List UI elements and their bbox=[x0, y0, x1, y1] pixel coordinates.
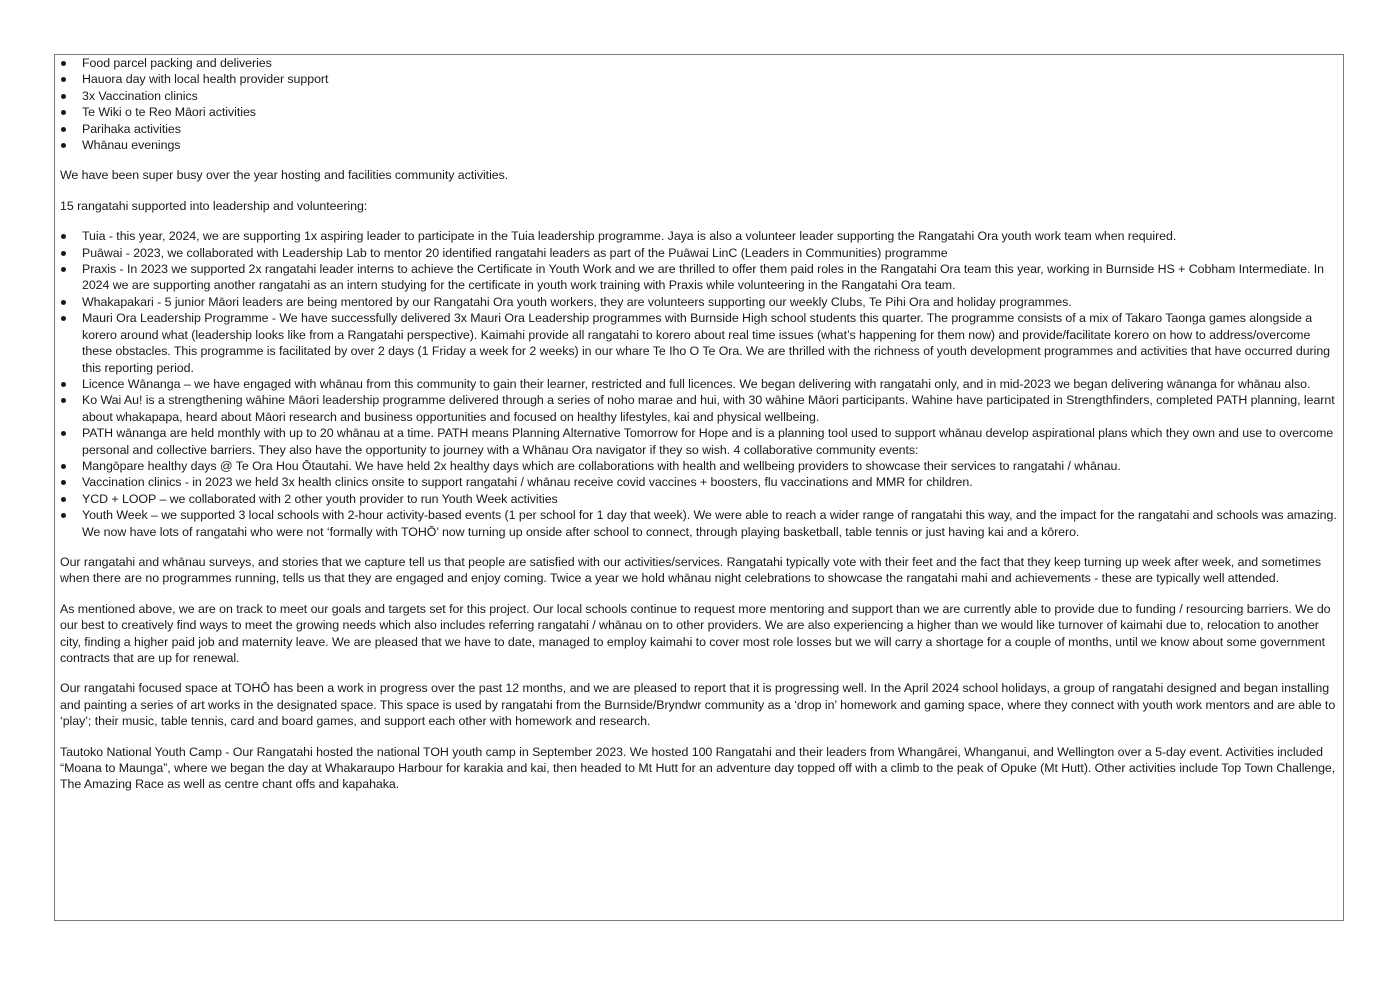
list-item: PATH wānanga are held monthly with up to 20 whānau at a time. PATH means Planning Alternative Tomorrow for Hope and is a planning tool used to support whānau develop aspirational plans which they own and use to overcome personal and collective barriers. They also have the opportunity to journey with a Whānau Ora navigator if they so wish. 4 collaborative community events: bbox=[82, 425, 1340, 458]
list-item: Whakapakari - 5 junior Māori leaders are being mentored by our Rangatahi Ora youth workers, they are volunteers supporting our weekly Clubs, Te Pihi Ora and holiday programmes. bbox=[82, 294, 1340, 310]
leadership-list bbox=[60, 228, 1340, 540]
paragraph-busy: We have been super busy over the year hosting and facilities community activities. bbox=[60, 168, 509, 183]
paragraph-goals: As mentioned above, we are on track to meet our goals and targets set for this project. Our local schools continue to request more mentoring and support than we are currently able to provide due to funding / resourcing barriers. We do our best to creatively find ways to meet the growing needs which also includes referring rangatahi / whānau on to other providers. We are also experiencing a higher than we would like turnover of kaimahi due to, relocation to another city, finding a higher paid job and maternity leave. We are pleased that we have to date, managed to employ kaimahi to cover most role losses but we will carry a shortage for a couple of months, until we know about some government contracts that are up for renewal. bbox=[60, 601, 1331, 665]
list-item: Tuia - this year, 2024, we are supporting 1x aspiring leader to participate in the Tuia leadership programme. Jaya is also a volunteer leader supporting the Rangatahi Ora youth work team when required. bbox=[82, 228, 1340, 244]
list-item: Whānau evenings bbox=[82, 137, 1340, 153]
paragraph-youth-camp: Tautoko National Youth Camp - Our Rangatahi hosted the national TOH youth camp in September 2023. We hosted 100 Rangatahi and their leaders from Whangārei, Whanganui, and Wellington over a 5-day event. Activities included “Moana to Maunga”, where we began the day at Whakaraupo Harbour for karakia and kai, then headed to Mt Hutt for an adventure day topped off with a climb to the peak of Opuke (Mt Hutt). Other activities include Top Town Challenge, The Amazing Race as well as centre chant offs and kapahaka. bbox=[60, 744, 1336, 792]
list-item: Praxis - In 2023 we supported 2x rangatahi leader interns to achieve the Certificate in Youth Work and we are thrilled to offer them paid roles in the Rangatahi Ora team this year, working in Burnside HS + Cobham Intermediate. In 2024 we are supporting another rangatahi as an intern studying for the certificate in youth work training with Praxis while volunteering in the Rangatahi Ora team. bbox=[82, 261, 1340, 294]
list-item: Parihaka activities bbox=[82, 121, 1340, 137]
list-item: Food parcel packing and deliveries bbox=[82, 55, 1340, 71]
list-item: YCD + LOOP – we collaborated with 2 other youth provider to run Youth Week activities bbox=[82, 491, 1340, 507]
list-item: Mauri Ora Leadership Programme - We have successfully delivered 3x Mauri Ora Leadership programmes with Burnside High school students this quarter. The programme consists of a mix of Takaro Taonga games alongside a korero around what (leadership looks like from a Rangatahi perspective). Kaimahi provide all rangatahi to korero about real time issues (what’s happening for them now) and provide/facilitate korero on how to address/overcome these obstacles. This programme is facilitated by over 2 days (1 Friday a week for 2 weeks) in our whare Te Iho O Te Ora. We are thrilled with the richness of youth development programmes and activities that have occurred during this reporting period. bbox=[82, 310, 1340, 376]
list-item: Te Wiki o te Reo Māori activities bbox=[82, 104, 1340, 120]
list-item: Puāwai - 2023, we collaborated with Leadership Lab to mentor 20 identified rangatahi leaders as part of the Puāwai LinC (Leaders in Communities) programme bbox=[82, 245, 1340, 261]
list-item: Mangōpare healthy days @ Te Ora Hou Ōtautahi. We have held 2x healthy days which are collaborations with health and wellbeing providers to showcase their services to rangatahi / whānau. bbox=[82, 458, 1340, 474]
list-item: Licence Wānanga – we have engaged with whānau from this community to gain their learner, restricted and full licences. We began delivering with rangatahi only, and in mid-2023 we began delivering wānanga for whānau also. bbox=[82, 376, 1340, 392]
list-item: Hauora day with local health provider support bbox=[82, 71, 1340, 87]
paragraph-rangatahi-space: Our rangatahi focused space at TOHŌ has been a work in progress over the past 12 months, and we are pleased to report that it is progressing well. In the April 2024 school holidays, a group of rangatahi designed and began installing and painting a series of art works in the designated space. This space is used by rangatahi from the Burnside/Bryndwr community as a ‘drop in’ homework and gaming space, where they connect with youth work mentors and are able to ‘play’; their music, table tennis, card and board games, and support each other with homework and research. bbox=[60, 681, 1336, 729]
paragraph-surveys: Our rangatahi and whānau surveys, and stories that we capture tell us that people are satisfied with our activities/services. Rangatahi typically vote with their feet and the fact that they keep turning up week after week, and sometimes when there are no programmes running, tells us that they are engaged and enjoy coming. Twice a year we hold whānau night celebrations to showcase the rangatahi mahi and achievements - these are typically well attended. bbox=[60, 554, 1321, 586]
list-item: 3x Vaccination clinics bbox=[82, 88, 1340, 104]
list-item: Youth Week – we supported 3 local schools with 2-hour activity-based events (1 per school for 1 day that week). We were able to reach a wider range of rangatahi this way, and the impact for the rangatahi and schools was amazing. We now have lots of rangatahi who were not ‘formally with TOHŌ’ now turning up onside after school to connect, through playing basketball, table tennis or just having kai and a kōrero. bbox=[82, 507, 1340, 540]
paragraph-leadership: 15 rangatahi supported into leadership and volunteering: bbox=[60, 198, 368, 213]
list-item: Vaccination clinics - in 2023 we held 3x health clinics onsite to support rangatahi / whānau receive covid vaccines + boosters, flu vaccinations and MMR for children. bbox=[82, 474, 1340, 490]
activities-list bbox=[60, 55, 1340, 153]
document-body bbox=[60, 55, 1340, 793]
list-item: Ko Wai Au! is a strengthening wāhine Māori leadership programme delivered through a series of noho marae and hui, with 30 wāhine Māori participants. Wahine have participated in Strengthfinders, completed PATH planning, learnt about whakapapa, heard about Māori research and business opportunities and focused on healthy lifestyles, kai and physical wellbeing. bbox=[82, 392, 1340, 425]
